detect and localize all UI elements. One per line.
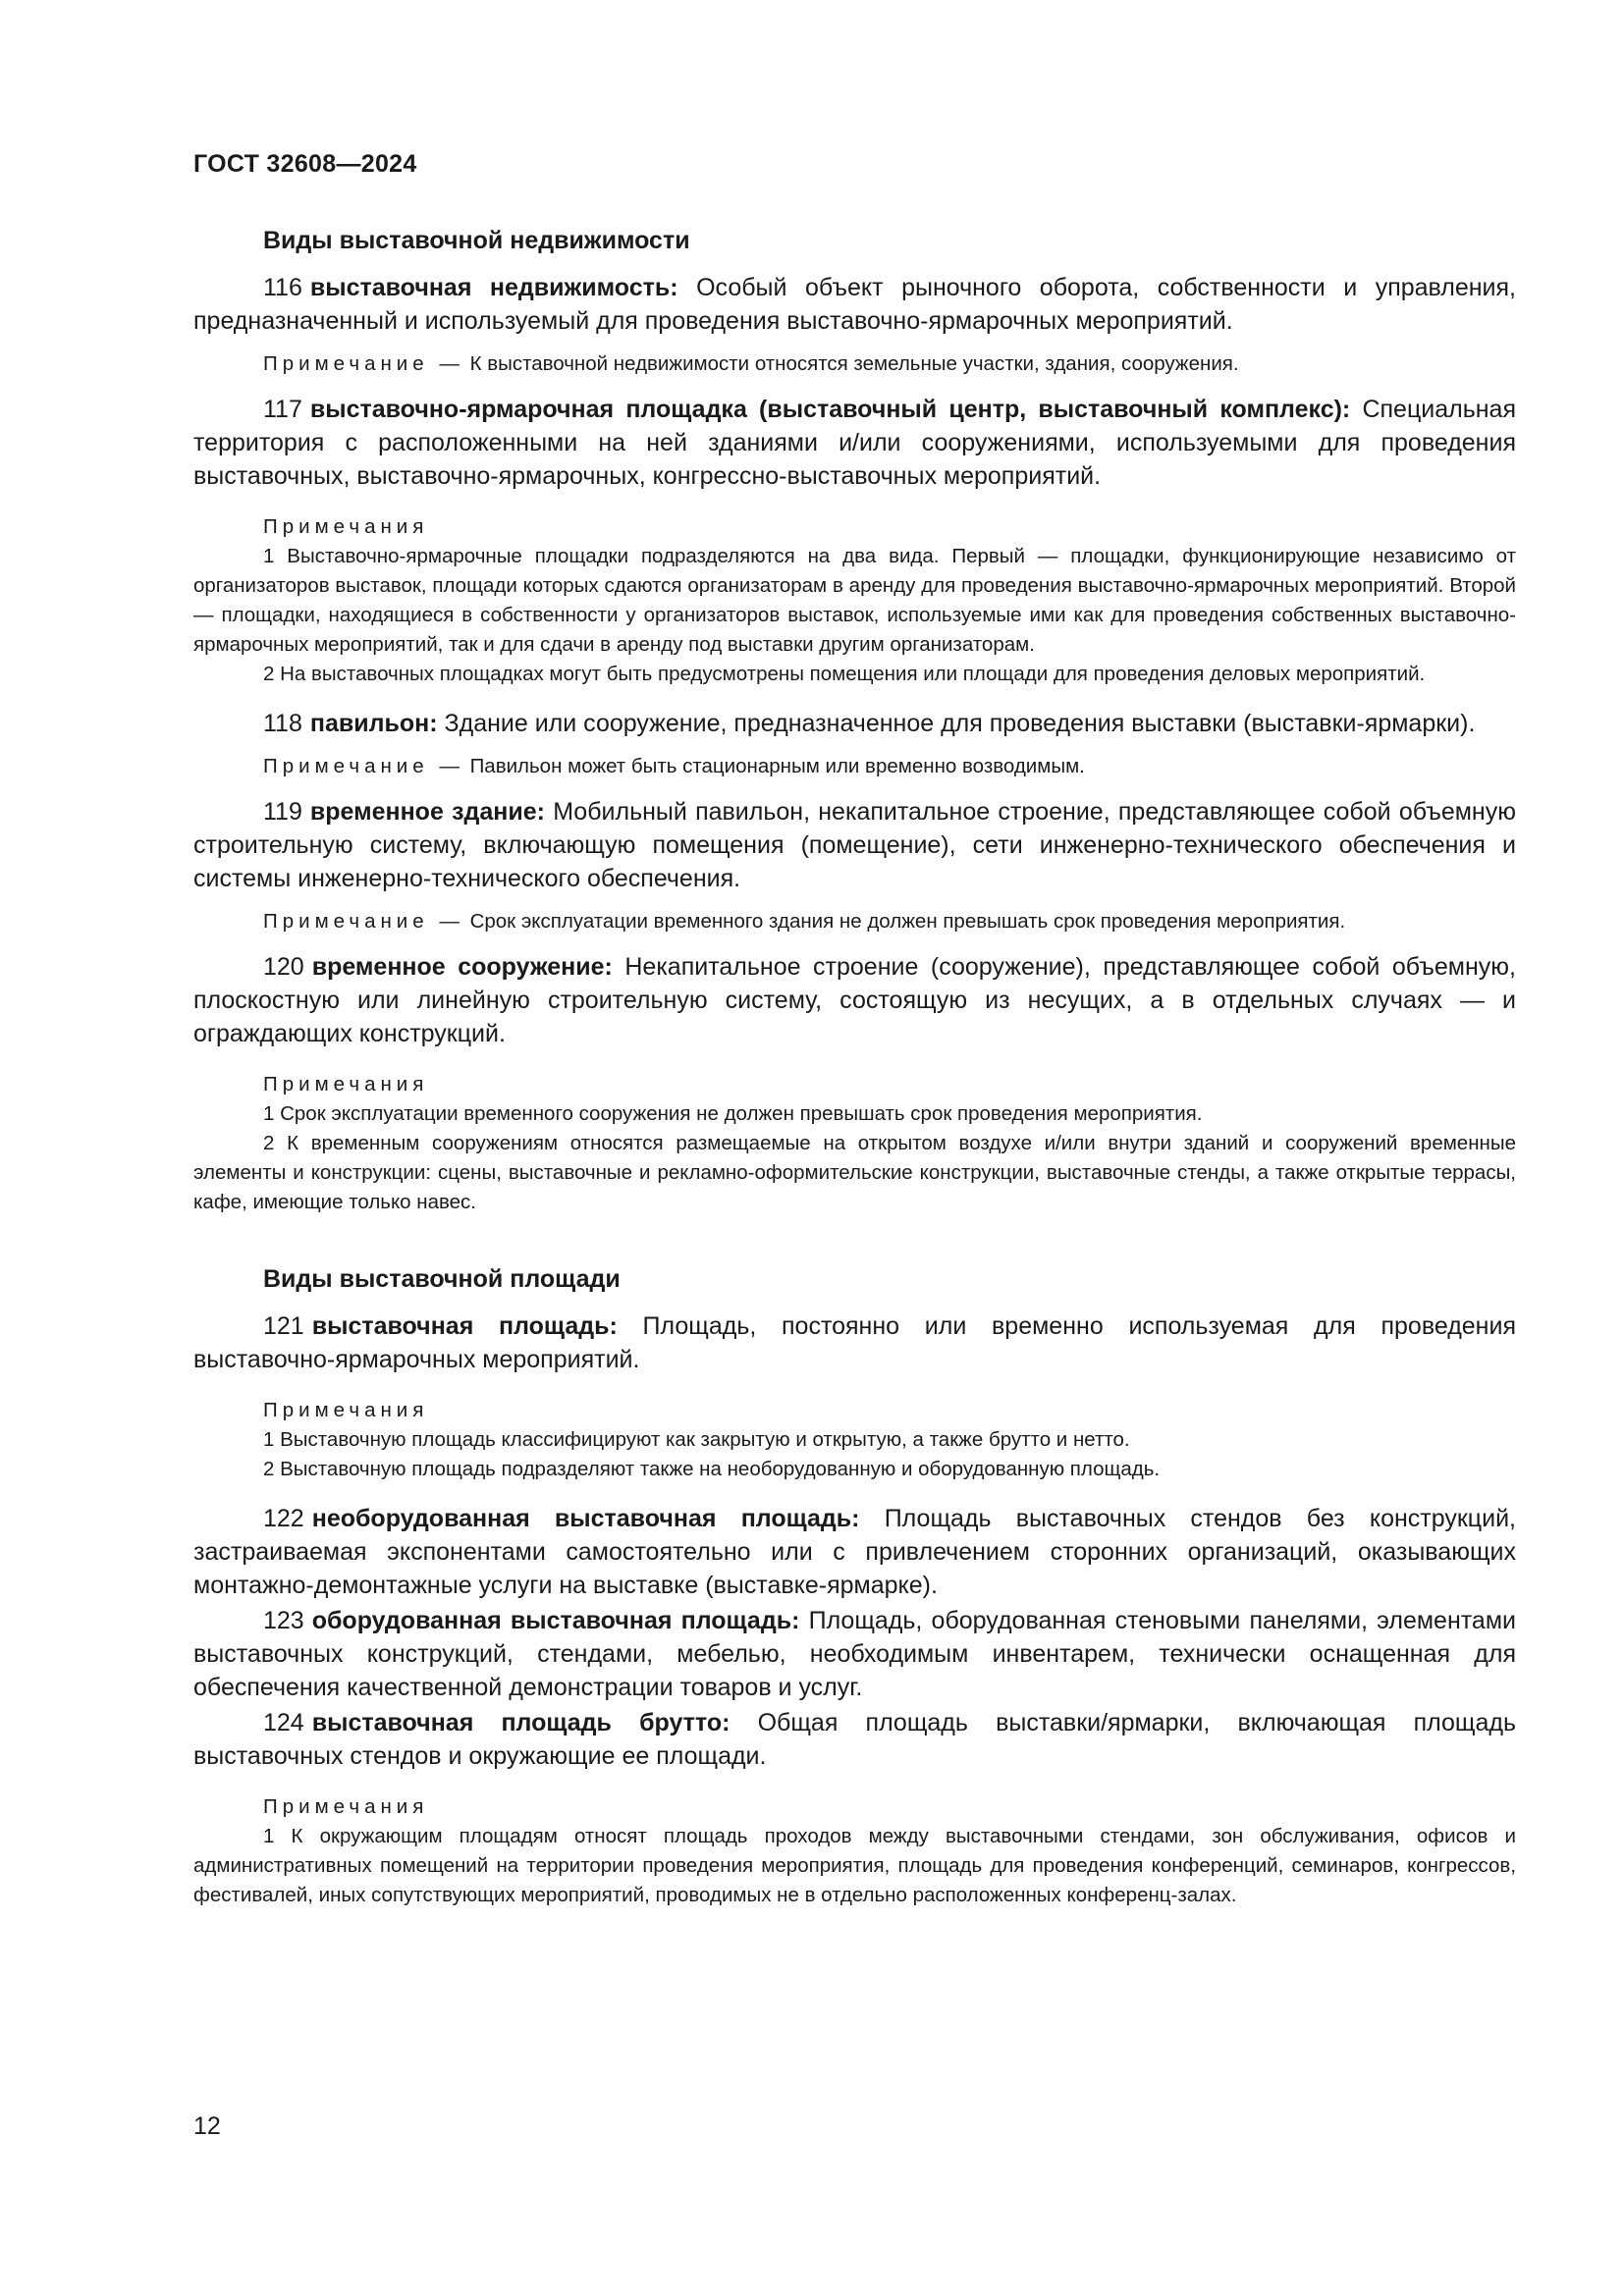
document-content	[193, 224, 1516, 1928]
term-number: 124	[263, 1709, 304, 1736]
note-label: Примечание —	[263, 910, 464, 933]
term-entry-120	[193, 950, 1516, 1050]
note-item: 1 Срок эксплуатации временного сооружения не должен превышать срок проведения мероприятия.	[263, 1102, 1203, 1125]
term-notes-120	[193, 1070, 1516, 1217]
section-title: Виды выставочной площади	[263, 1265, 621, 1293]
term-definition: Площадь, постоянно или временно используемая для проведения выставочно-ярмарочных мероприятий.	[193, 1312, 1516, 1373]
term-entry-116	[193, 271, 1516, 338]
notes-label: Примечания	[263, 1399, 429, 1421]
term-entry-119	[193, 795, 1516, 895]
term-definition: Площадь, оборудованная стеновыми панелями, элементами выставочных конструкций, стендами, мебелью, необходимым инвентарем, технически оснащенная для обеспечения качественной демонстрации товаров и услуг.	[193, 1607, 1516, 1701]
term-entry-117	[193, 393, 1516, 493]
term-note-119	[193, 907, 1516, 936]
term-name: временное здание:	[309, 798, 545, 826]
term-definition: Особый объект рыночного оборота, собственности и управления, предназначенный и используемый для проведения выставочно-ярмарочных мероприятий.	[193, 274, 1516, 335]
term-definition: Специальная территория с расположенными на ней зданиями и/или сооружениями, используемыми для проведения выставочных, выставочно-ярмарочных, конгрессно-выставочных мероприятий.	[193, 396, 1516, 490]
term-entry-121	[193, 1309, 1516, 1376]
term-name: выставочно-ярмарочная площадка (выставочный центр, выставочный комплекс):	[309, 396, 1351, 423]
term-notes-117	[193, 512, 1516, 689]
term-number: 121	[263, 1312, 304, 1340]
term-notes-121	[193, 1396, 1516, 1484]
term-number: 119	[263, 798, 302, 826]
note-item: 1 Выставочную площадь классифицируют как закрытую и открытую, а также брутто и нетто.	[263, 1428, 1130, 1451]
notes-label: Примечания	[263, 1073, 429, 1095]
term-entry-118	[193, 707, 1516, 740]
term-name: выставочная площадь:	[311, 1312, 618, 1340]
note-label: Примечание —	[263, 352, 464, 375]
term-number: 117	[263, 396, 302, 423]
term-number: 116	[263, 274, 302, 301]
note-text: Срок эксплуатации временного здания не должен превышать срок проведения мероприятия.	[469, 910, 1346, 933]
term-definition: Общая площадь выставки/ярмарки, включающая площадь выставочных стендов и окружающие ее площади.	[193, 1709, 1517, 1770]
term-entry-122	[193, 1502, 1516, 1602]
note-label: Примечание —	[263, 755, 464, 777]
term-name: выставочная площадь брутто:	[311, 1709, 731, 1736]
page-number: 12	[193, 2112, 221, 2140]
term-entry-124	[193, 1706, 1516, 1773]
note-text: Павильон может быть стационарным или временно возводимым.	[469, 755, 1085, 777]
term-number: 120	[263, 953, 304, 981]
term-name: оборудованная выставочная площадь:	[311, 1607, 800, 1634]
document-header: ГОСТ 32608—2024	[193, 150, 417, 178]
note-item: 1 К окружающим площадям относят площадь проходов между выставочными стендами, зон обслуживания, офисов и административных помещений на территории проведения мероприятия, площадь для проведения конференций, семинаров, конгрессов, фестивалей, иных сопутствующих мероприятий, проводимых не в отдельно расположенных конференц-залах.	[193, 1825, 1516, 1906]
term-number: 123	[263, 1607, 304, 1634]
term-definition: Мобильный павильон, некапитальное строение, представляющее собой объемную строительную систему, включающую помещения (помещение), сети инженерно-технического обеспечения и системы инженерно-технического обеспечения.	[193, 798, 1516, 892]
term-note-118	[193, 752, 1516, 781]
section-title: Виды выставочной недвижимости	[263, 227, 690, 254]
note-text: К выставочной недвижимости относятся земельные участки, здания, сооружения.	[469, 352, 1239, 375]
note-item: 1 Выставочно-ярмарочные площадки подразделяются на два вида. Первый — площадки, функционирующие независимо от организаторов выставок, площади которых сдаются организаторам в аренду для проведения выставочно-ярмарочных мероприятий. Второй — площадки, находящиеся в собственности у организаторов выставок, используемые ими как для проведения собственных выставочно-ярмарочных мероприятий, так и для сдачи в аренду под выставки другим организаторам.	[193, 545, 1516, 656]
term-notes-124	[193, 1792, 1516, 1910]
term-number: 118	[263, 710, 302, 737]
term-name: выставочная недвижимость:	[309, 274, 678, 301]
term-definition: Здание или сооружение, предназначенное для проведения выставки (выставки-ярмарки).	[444, 710, 1476, 737]
note-item: 2 На выставочных площадках могут быть предусмотрены помещения или площади для проведения деловых мероприятий.	[263, 663, 1426, 685]
term-name: временное сооружение:	[311, 953, 613, 981]
term-definition: Некапитальное строение (сооружение), представляющее собой объемную, плоскостную или линейную строительную систему, состоящую из несущих, а в отдельных случаях — и ограждающих конструкций.	[193, 953, 1516, 1047]
note-item: 2 К временным сооружениям относятся размещаемые на открытом воздухе и/или внутри зданий и сооружений временные элементы и конструкции: сцены, выставочные и рекламно-оформительские конструкции, выставочные стенды, а также открытые террасы, кафе, имеющие только навес.	[193, 1132, 1516, 1213]
notes-label: Примечания	[263, 515, 429, 538]
term-definition: Площадь выставочных стендов без конструкций, застраиваемая экспонентами самостоятельно или с привлечением сторонних организаций, оказывающих монтажно-демонтажные услуги на выставке (выставке-ярмарке).	[193, 1505, 1516, 1599]
term-number: 122	[263, 1505, 304, 1532]
note-item: 2 Выставочную площадь подразделяют также на необорудованную и оборудованную площадь.	[263, 1458, 1161, 1480]
notes-label: Примечания	[263, 1795, 429, 1818]
term-entry-123	[193, 1604, 1516, 1704]
term-name: необорудованная выставочная площадь:	[311, 1505, 860, 1532]
term-name: павильон:	[309, 710, 438, 737]
term-note-116	[193, 349, 1516, 379]
